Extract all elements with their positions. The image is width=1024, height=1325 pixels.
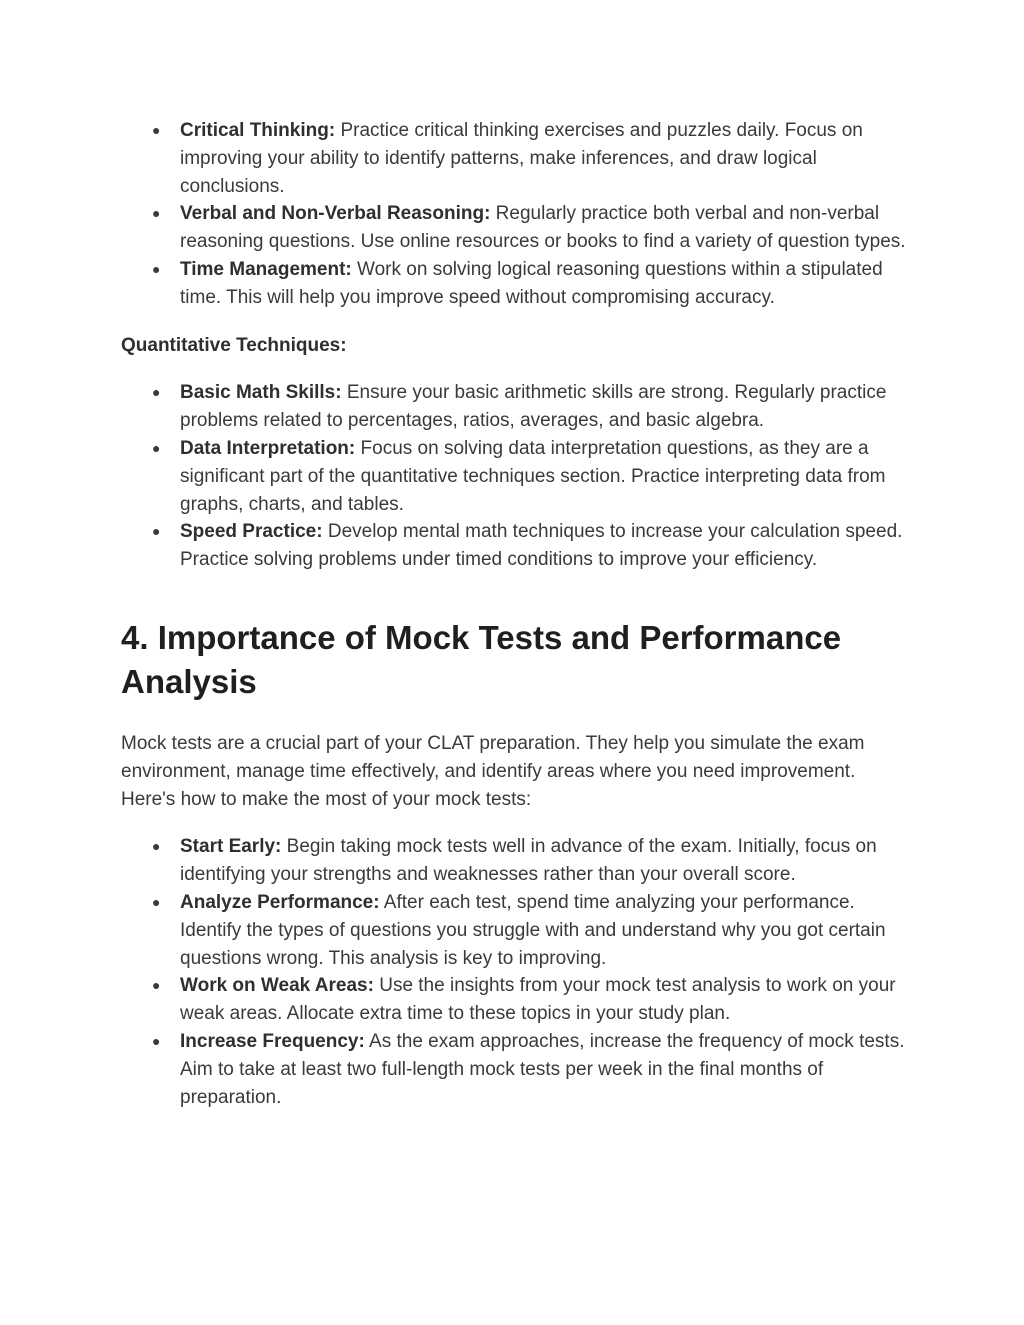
- item-text: Focus on solving data interpretation questions, as they are a significant part of the quantitative techniques section. Practice interpreting data from graphs, charts, and tables.: [180, 437, 886, 515]
- bullet-icon: ●: [152, 893, 161, 910]
- item-lead: Work on Weak Areas:: [180, 975, 374, 997]
- list-item: [121, 200, 911, 256]
- list-item: [121, 1028, 911, 1111]
- list-item: [121, 518, 911, 574]
- bullet-icon: ●: [152, 523, 161, 540]
- item-text: As the exam approaches, increase the frequency of mock tests. Aim to take at least two full-length mock tests per week in the final months of preparation.: [180, 1030, 905, 1108]
- item-lead: Verbal and Non-Verbal Reasoning:: [180, 203, 491, 225]
- list-item: [121, 435, 911, 518]
- item-lead: Analyze Performance:: [180, 891, 380, 913]
- quantitative-techniques-list: [121, 379, 911, 574]
- list-item: [121, 833, 911, 889]
- item-lead: Basic Math Skills:: [180, 382, 342, 404]
- item-text: Regularly practice both verbal and non-verbal reasoning questions. Use online resources or books to find a variety of question types.: [180, 203, 906, 253]
- item-text: Develop mental math techniques to increase your calculation speed. Practice solving problems under timed conditions to improve your efficiency.: [180, 521, 903, 571]
- list-item: [121, 972, 911, 1028]
- list-item: [121, 889, 911, 972]
- section-heading: 4. Importance of Mock Tests and Performance Analysis: [121, 618, 842, 700]
- logical-reasoning-list: [121, 117, 911, 312]
- item-lead: Time Management:: [180, 258, 352, 280]
- bullet-icon: ●: [152, 838, 161, 855]
- bullet-icon: ●: [152, 122, 161, 138]
- list-item: [121, 256, 911, 312]
- bullet-icon: ●: [152, 205, 161, 222]
- list-item: [121, 117, 911, 200]
- item-text: Ensure your basic arithmetic skills are strong. Regularly practice problems related to percentages, ratios, averages, and basic algebra.: [180, 382, 887, 432]
- item-lead: Data Interpretation:: [180, 437, 356, 459]
- section-intro-paragraph: Mock tests are a crucial part of your CLAT preparation. They help you simulate the exam environment, manage time effectively, and identify areas where you need improvement. Here's how to make the most of your mock tests:: [121, 732, 865, 810]
- item-text: After each test, spend time analyzing your performance. Identify the types of questions you struggle with and understand why you got certain questions wrong. This analysis is key to improving.: [180, 891, 886, 969]
- item-text: Begin taking mock tests well in advance of the exam. Initially, focus on identifying your strengths and weaknesses rather than your overall score.: [180, 836, 877, 886]
- document-page: [121, 117, 911, 1111]
- item-lead: Increase Frequency:: [180, 1030, 365, 1052]
- bullet-icon: ●: [152, 384, 161, 401]
- mock-tests-list: [121, 833, 911, 1111]
- item-text: Use the insights from your mock test analysis to work on your weak areas. Allocate extra time to these topics in your study plan.: [180, 975, 896, 1025]
- bullet-icon: ●: [152, 977, 161, 994]
- bullet-icon: ●: [152, 439, 161, 456]
- bullet-icon: ●: [152, 1032, 161, 1049]
- quantitative-techniques-heading: Quantitative Techniques:: [121, 334, 347, 356]
- item-text: Work on solving logical reasoning questions within a stipulated time. This will help you improve speed without compromising accuracy.: [180, 258, 883, 308]
- bullet-icon: ●: [152, 260, 161, 277]
- item-lead: Critical Thinking:: [180, 120, 336, 141]
- list-item: [121, 379, 911, 435]
- item-lead: Start Early:: [180, 836, 282, 858]
- item-lead: Speed Practice:: [180, 521, 323, 543]
- item-text: Practice critical thinking exercises and puzzles daily. Focus on improving your ability to identify patterns, make inferences, and draw logical conclusions.: [180, 120, 863, 197]
